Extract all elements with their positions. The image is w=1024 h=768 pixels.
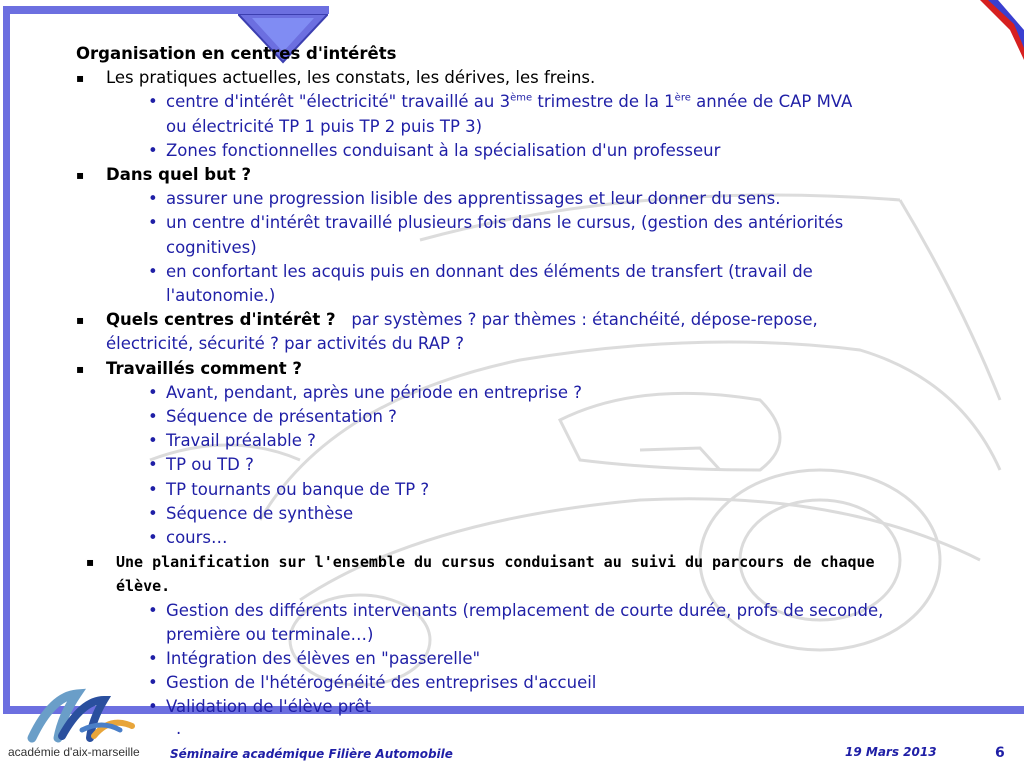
square-bullet-icon: ▪ [76, 361, 85, 376]
section-how [76, 357, 996, 381]
list-item-continuation: première ou terminale…) [166, 624, 374, 644]
dot-bullet-icon: • [148, 455, 158, 475]
list-item [76, 187, 996, 211]
dot-bullet-icon: • [148, 673, 158, 693]
dot-bullet-icon: • [148, 479, 158, 499]
list-item [76, 211, 996, 235]
superscript: ère [674, 92, 691, 104]
list-item [76, 526, 996, 550]
item-text: Validation de l'élève prêt [166, 697, 372, 717]
section-inline-text: par systèmes ? par thèmes : étanchéité, dépose-repose, [351, 310, 818, 330]
section-continuation: électricité, sécurité ? par activités du RAP ? [106, 334, 464, 354]
dot-bullet-icon: • [148, 189, 158, 209]
section-title: Travaillés comment ? [106, 358, 302, 378]
dot-bullet-icon: • [148, 140, 158, 160]
item-text: TP tournants ou banque de TP ? [166, 479, 430, 499]
dot-bullet-icon: • [148, 697, 158, 717]
item-text: Gestion des différents intervenants (remplacement de courte durée, profs de seconde, [166, 600, 884, 620]
section-title: Dans quel but ? [106, 165, 252, 185]
dot-bullet-icon: • [148, 407, 158, 427]
section-centres [76, 308, 996, 332]
slide-heading: Organisation en centres d'intérêts [76, 44, 397, 63]
item-text: Avant, pendant, après une période en entreprise ? [166, 382, 583, 402]
dot-bullet-icon: • [148, 382, 158, 402]
superscript: ème [510, 92, 533, 104]
page-number: 6 [995, 745, 1005, 761]
list-item [76, 260, 996, 284]
section-title: Quels centres d'intérêt ? [106, 310, 336, 330]
section-title: Les pratiques actuelles, les constats, les dérives, les freins. [106, 68, 596, 88]
item-text: un centre d'intérêt travaillé plusieurs fois dans le cursus, (gestion des antériorités [166, 213, 844, 233]
academy-logo-icon [22, 686, 142, 746]
item-text: Séquence de présentation ? [166, 407, 397, 427]
list-item [76, 405, 996, 429]
item-text: Intégration des élèves en "passerelle" [166, 649, 481, 669]
item-text: cours… [166, 528, 228, 548]
section-title-continuation: élève. [116, 577, 171, 596]
square-bullet-icon: ▪ [76, 313, 85, 328]
dot-bullet-icon: • [148, 503, 158, 523]
frame-left-bar [3, 12, 10, 712]
footer-date: 19 Mars 2013 [845, 745, 937, 759]
list-item [76, 695, 996, 719]
section-planning [76, 550, 996, 574]
dot-bullet-icon: • [148, 528, 158, 548]
dot-bullet-icon: • [148, 649, 158, 669]
section-title: Une planification sur l'ensemble du cursus conduisant au suivi du parcours de chaque [116, 553, 875, 572]
section-current-practices [76, 66, 996, 90]
frame-top-bar [3, 6, 329, 14]
item-text: centre d'intérêt "électricité" travaillé au 3 [166, 92, 511, 112]
list-item [76, 502, 996, 526]
list-item [76, 90, 996, 114]
item-text: Séquence de synthèse [166, 503, 354, 523]
square-bullet-icon: ▪ [76, 71, 85, 86]
square-bullet-icon: ▪ [86, 555, 95, 570]
item-text: trimestre de la 1 [532, 92, 675, 112]
dot-bullet-icon: • [148, 600, 158, 620]
item-text: assurer une progression lisible des apprentissages et leur donner du sens. [166, 189, 781, 209]
academy-logo-text: académie d'aix-marseille [8, 745, 140, 759]
dot-bullet-icon: • [148, 213, 158, 233]
list-item [76, 599, 996, 623]
slide-content [76, 42, 996, 738]
list-item-continuation: cognitives) [166, 237, 257, 257]
list-item [76, 647, 996, 671]
item-text: année de CAP MVA [690, 92, 853, 112]
section-goal [76, 163, 996, 187]
list-item [76, 478, 996, 502]
list-item-continuation: l'autonomie.) [166, 286, 276, 306]
trailing-dot: . [176, 718, 182, 738]
item-text: TP ou TD ? [166, 455, 254, 475]
item-text: en confortant les acquis puis en donnant des éléments de transfert (travail de [166, 261, 813, 281]
item-text: Zones fonctionnelles conduisant à la spécialisation d'un professeur [166, 140, 721, 160]
list-item [76, 429, 996, 453]
item-text: Gestion de l'hétérogénéité des entreprises d'accueil [166, 673, 597, 693]
list-item-continuation: ou électricité TP 1 puis TP 2 puis TP 3) [166, 116, 483, 136]
dot-bullet-icon: • [148, 92, 158, 112]
list-item [76, 671, 996, 695]
footer-title: Séminaire académique Filière Automobile [170, 747, 453, 761]
list-item [76, 453, 996, 477]
list-item [76, 139, 996, 163]
list-item [76, 381, 996, 405]
dot-bullet-icon: • [148, 431, 158, 451]
dot-bullet-icon: • [148, 261, 158, 281]
square-bullet-icon: ▪ [76, 168, 85, 183]
item-text: Travail préalable ? [166, 431, 316, 451]
